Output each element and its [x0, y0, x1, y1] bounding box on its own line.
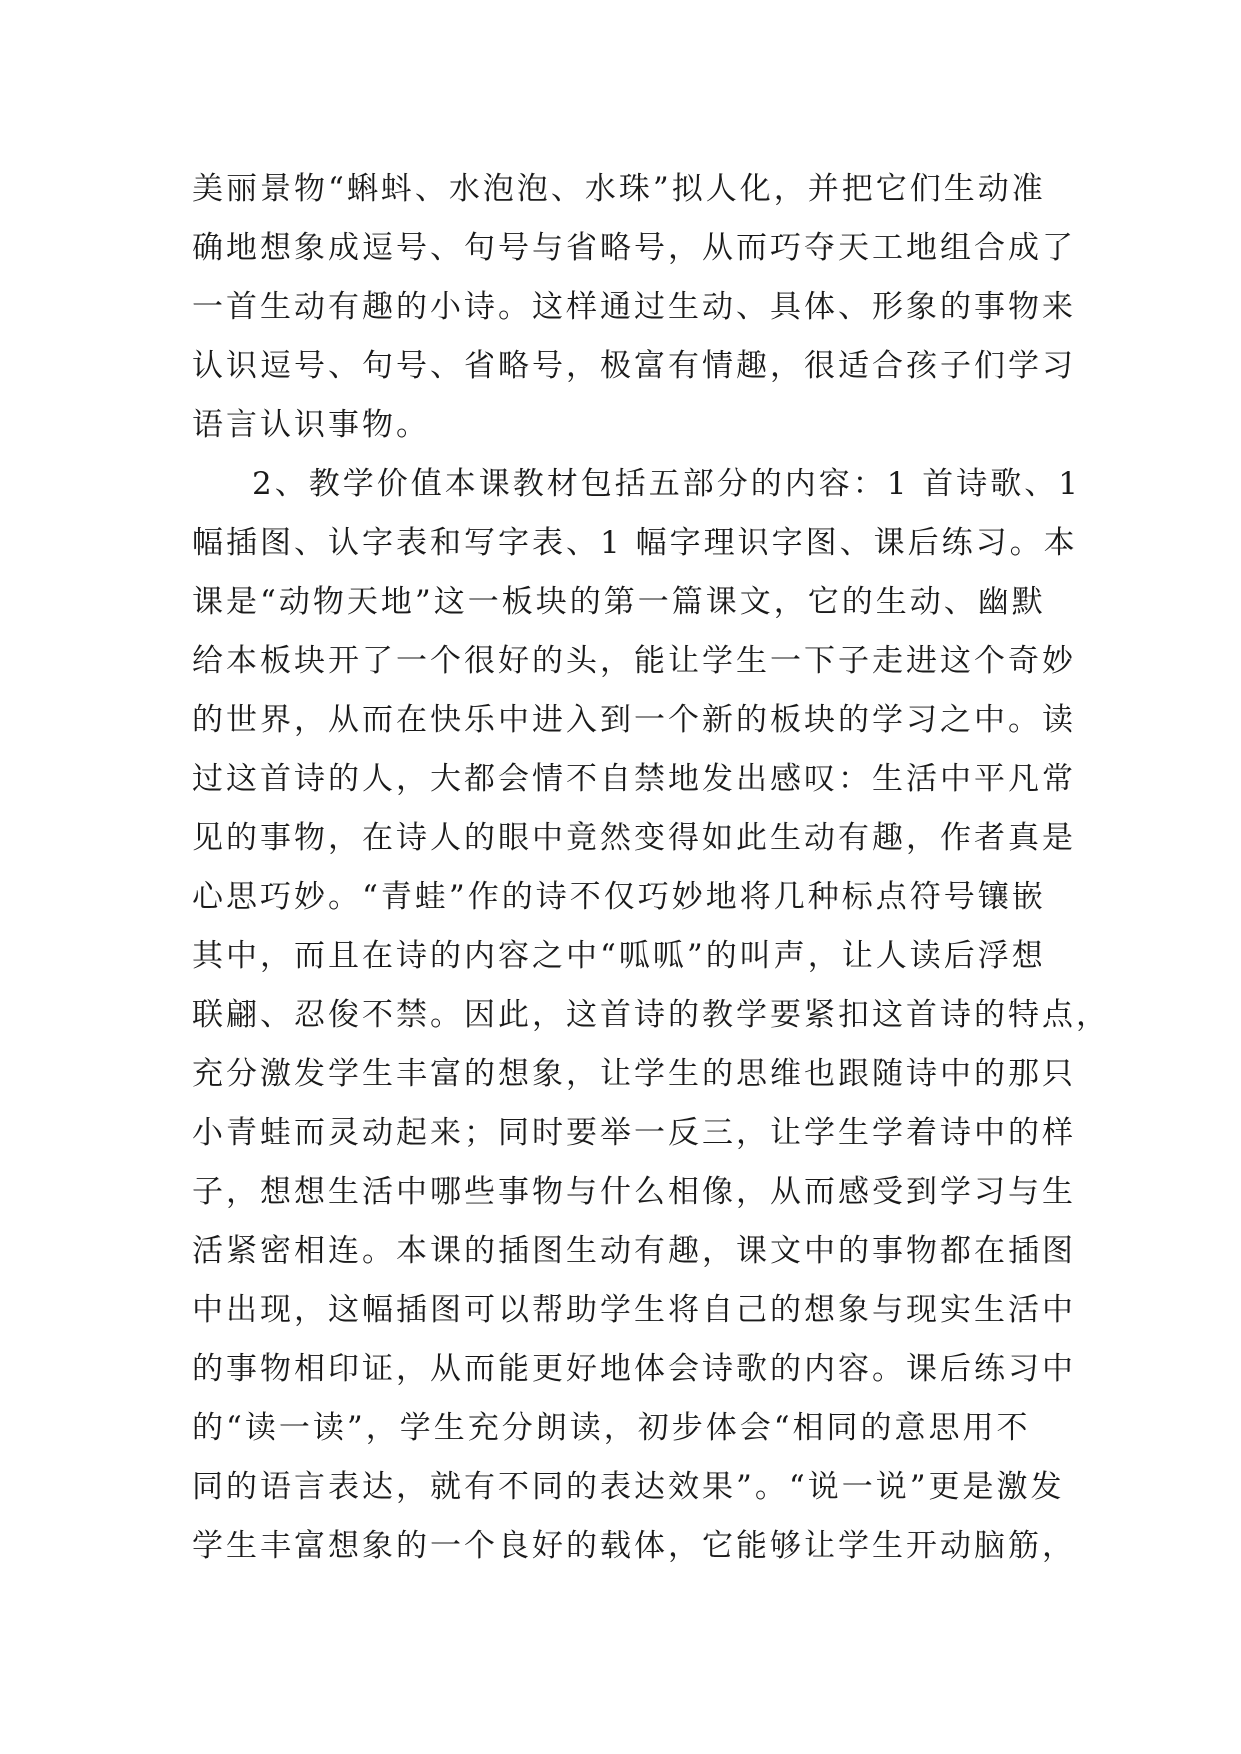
paragraph-start-line: 2、教学价值本课教材包括五部分的内容：1 首诗歌、1: [252, 466, 1082, 502]
text-line: 联翩、忍俊不禁。因此，这首诗的教学要紧扣这首诗的特点，: [192, 997, 1110, 1033]
text-line: 的“读一读”，学生充分朗读，初步体会“相同的意思用不: [192, 1410, 1031, 1446]
body-text: [192, 160, 1110, 1576]
text-line: 充分激发学生丰富的想象，让学生的思维也跟随诗中的那只: [192, 1056, 1076, 1092]
text-line: 活紧密相连。本课的插图生动有趣，课文中的事物都在插图: [192, 1233, 1076, 1269]
text-line: 过这首诗的人，大都会情不自禁地发出感叹：生活中平凡常: [192, 761, 1076, 797]
text-line: 学生丰富想象的一个良好的载体，它能够让学生开动脑筋，: [192, 1528, 1076, 1564]
text-line: 同的语言表达，就有不同的表达效果”。“说一说”更是激发: [192, 1469, 1065, 1505]
text-line: 确地想象成逗号、句号与省略号，从而巧夺天工地组合成了: [192, 230, 1076, 266]
text-line: 见的事物，在诗人的眼中竟然变得如此生动有趣，作者真是: [192, 820, 1076, 856]
text-line: 幅插图、认字表和写字表、1 幅字理识字图、课后练习。本: [192, 525, 1078, 561]
text-line: 心思巧妙。“青蛙”作的诗不仅巧妙地将几种标点符号镶嵌: [192, 879, 1046, 915]
text-line: 美丽景物“蝌蚪、水泡泡、水珠”拟人化，并把它们生动准: [192, 171, 1046, 207]
text-line: 子，想想生活中哪些事物与什么相像，从而感受到学习与生: [192, 1174, 1076, 1210]
text-line: 一首生动有趣的小诗。这样通过生动、具体、形象的事物来: [192, 289, 1076, 325]
text-line: 中出现，这幅插图可以帮助学生将自己的想象与现实生活中: [192, 1292, 1076, 1328]
text-line: 的世界，从而在快乐中进入到一个新的板块的学习之中。读: [192, 702, 1076, 738]
text-line: 语言认识事物。: [192, 407, 430, 443]
text-line: 认识逗号、句号、省略号，极富有情趣，很适合孩子们学习: [192, 348, 1076, 384]
text-line: 给本板块开了一个很好的头，能让学生一下子走进这个奇妙: [192, 643, 1076, 679]
text-line: 其中，而且在诗的内容之中“呱呱”的叫声，让人读后浮想: [192, 938, 1046, 974]
text-line: 小青蛙而灵动起来；同时要举一反三，让学生学着诗中的样: [192, 1115, 1076, 1151]
text-line: 课是“动物天地”这一板块的第一篇课文，它的生动、幽默: [192, 584, 1046, 620]
text-line: 的事物相印证，从而能更好地体会诗歌的内容。课后练习中: [192, 1351, 1076, 1387]
